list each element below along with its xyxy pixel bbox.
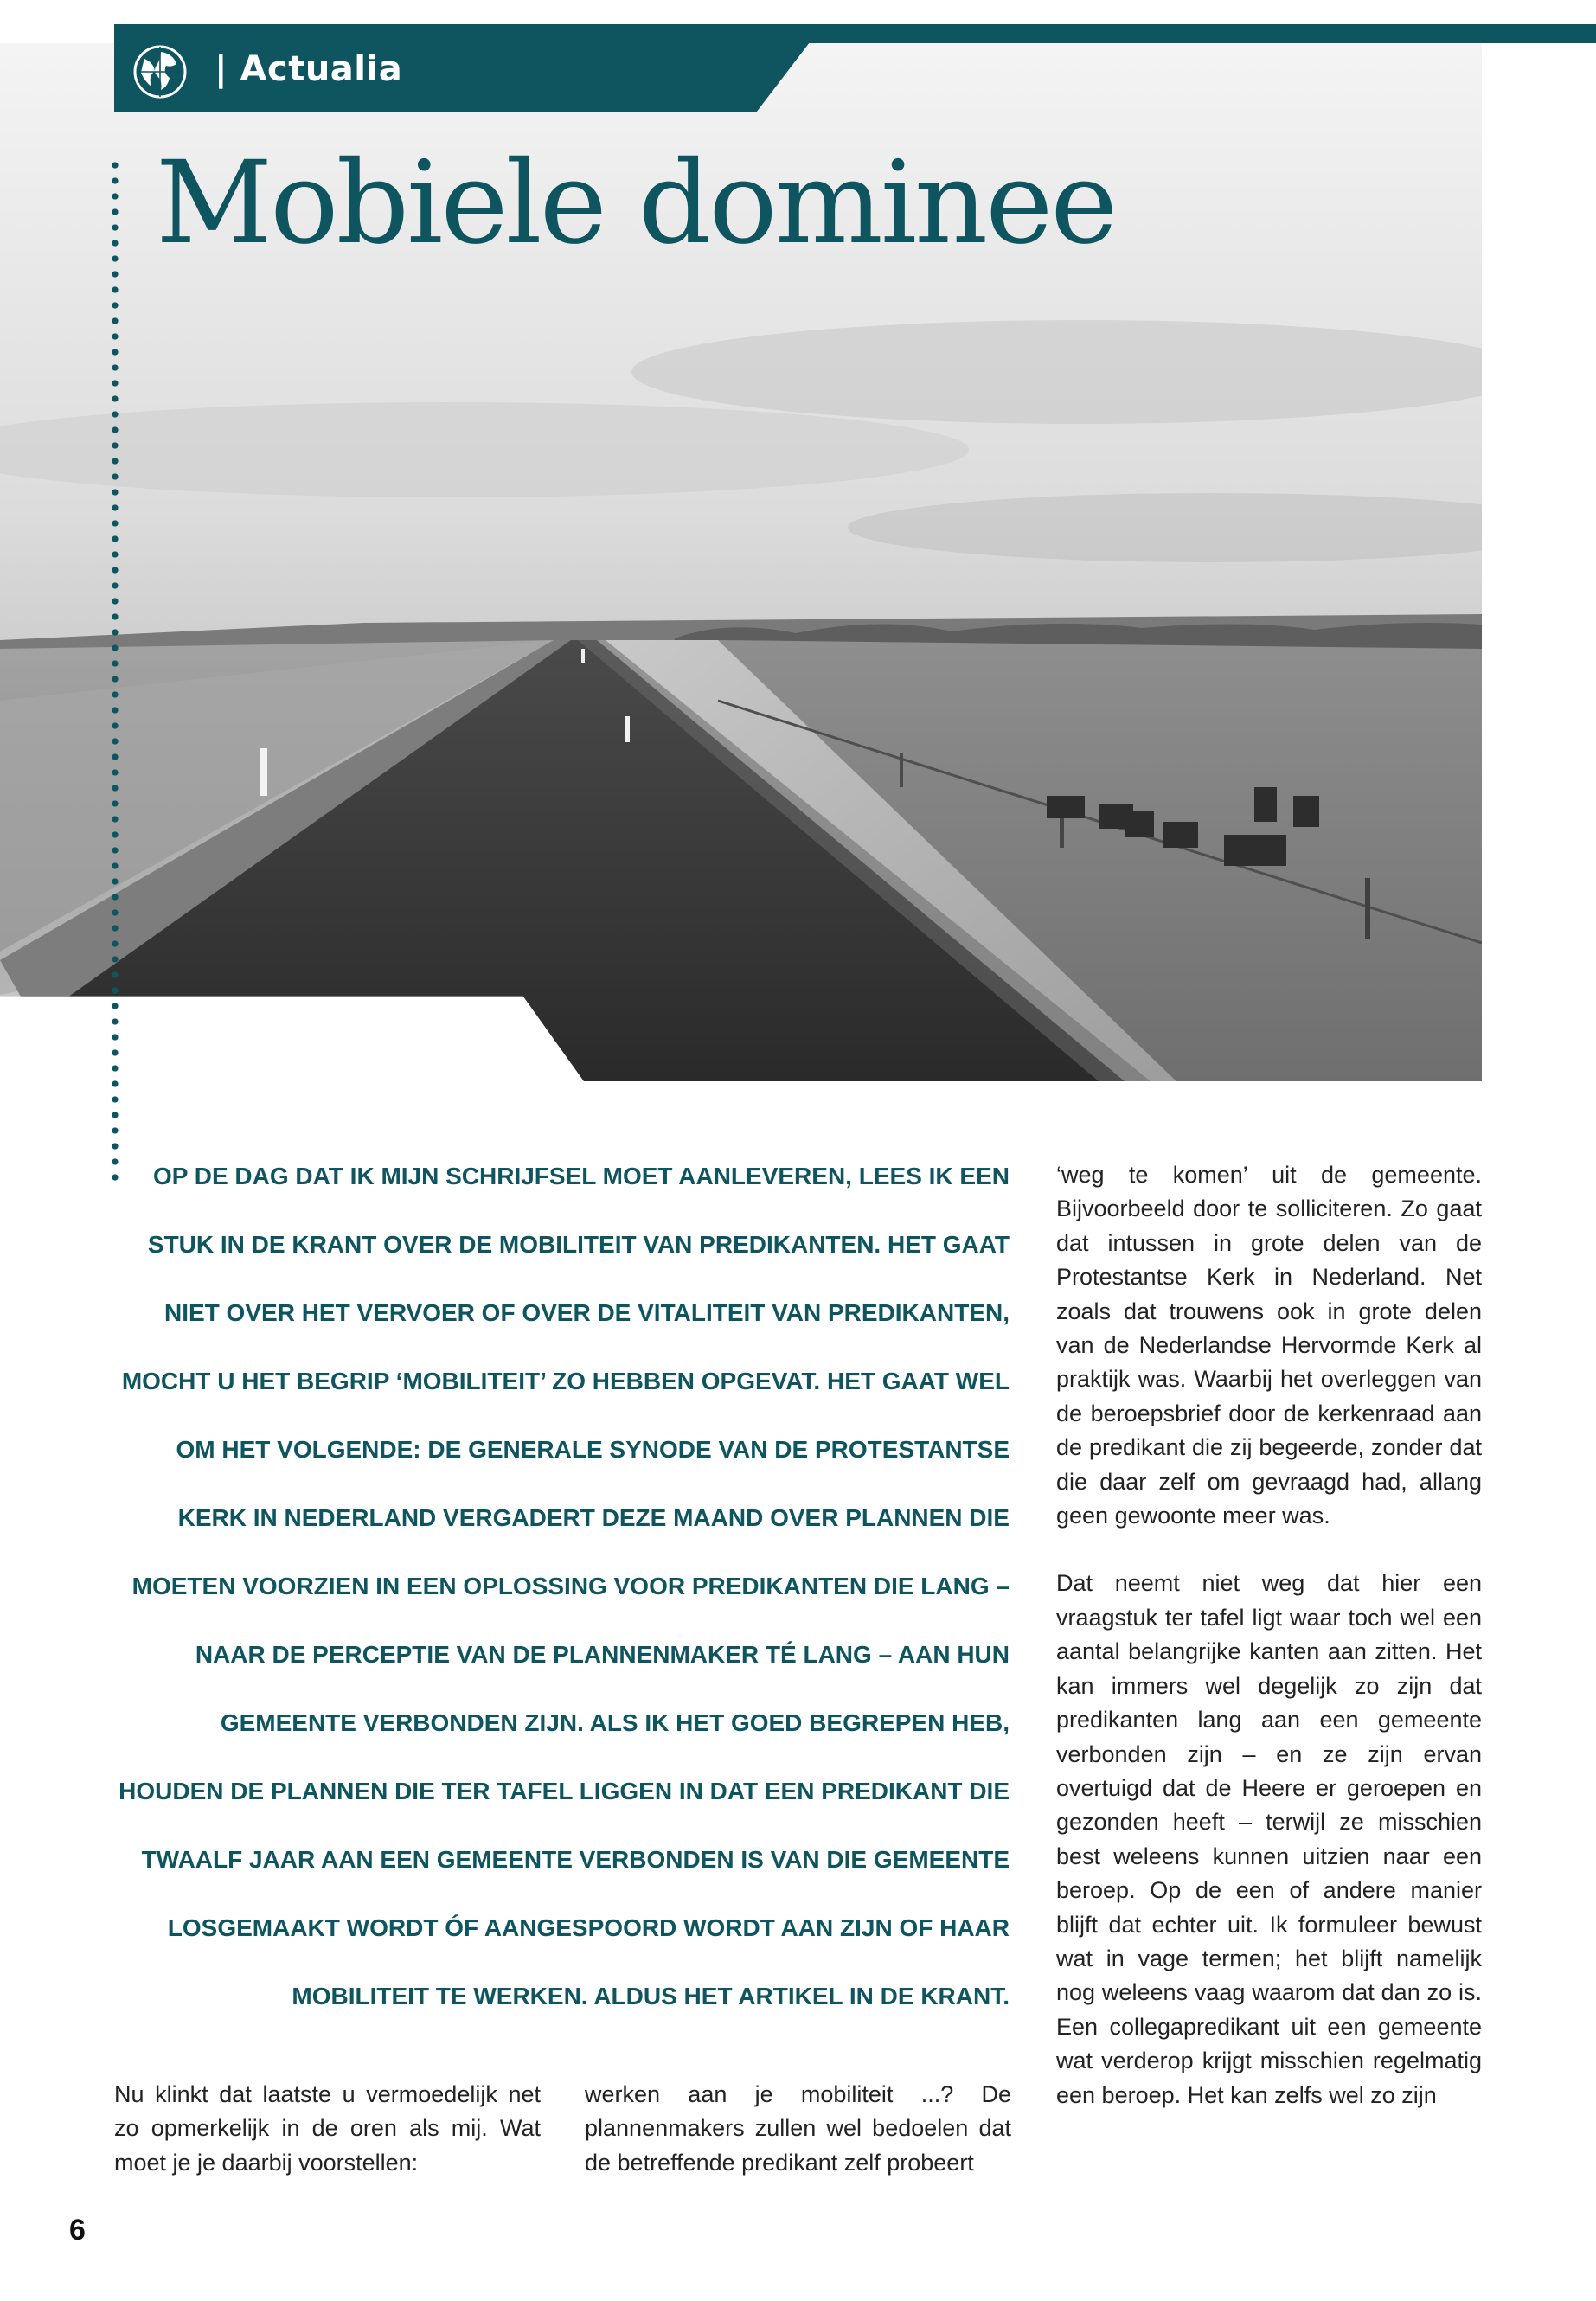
body-column-3 [1056,1158,1482,2112]
paragraph-gap [1056,1533,1482,1567]
article-title: Mobiele dominee [156,137,1116,270]
top-accent-rule [779,24,1596,43]
article-intro: OP DE DAG DAT IK MIJN SCHRIJFSEL MOET AANLEVEREN, LEES IK EEN STUK IN DE KRANT OVER DE MOBILITEIT VAN PREDIKANTEN. HET GAAT NIET OVER HET VERVOER OF OVER DE VITALITEIT VAN PREDIKANTEN, MOCHT U HET BEGRIP ‘MOBILITEIT’ ZO HEBBEN OPGEVAT. HET GAAT WEL OM HET VOLGENDE: DE GENERALE SYNODE VAN DE PROTESTANTSE KERK IN NEDERLAND VERGADERT DEZE MAAND OVER PLANNEN DIE MOETEN VOORZIEN IN EEN OPLOSSING VOOR PREDIKANTEN DIE LANG – NAAR DE PERCEPTIE VAN DE PLANNENMAKER TÉ LANG – AAN HUN GEMEENTE VERBONDEN ZIJN. ALS IK HET GOED BEGREPEN HEB, HOUDEN DE PLANNEN DIE TER TAFEL LIGGEN IN DAT EEN PREDIKANT DIE TWAALF JAAR AAN EEN GEMEENTE VERBONDEN IS VAN DIE GEMEENTE LOSGEMAAKT WORDT ÓF AANGESPOORD WORDT AAN ZIJN OF HAAR MOBILITEIT TE WERKEN. ALDUS HET ARTIKEL IN DE KRANT. [119,1163,1010,2009]
body-column-2 [585,2078,1011,2180]
body-paragraph: Nu klinkt dat laatste u vermoedelijk net zo opmerkelijk in de oren als mij. Wat moet je je daarbij voorstellen: [114,2081,541,2176]
body-column-1 [114,2078,541,2180]
body-paragraph: Dat neemt niet weg dat hier een vraagstuk ter tafel ligt waar toch wel een aantal belangrijke kanten aan zitten. Het kan immers wel degelijk zo zijn dat predikanten lang aan een gemeente verbonden zijn – en ze zijn ervan overtuigd dat de Heere er geroepen en gezonden heeft – terwijl ze misschien best weleens kunnen uitzien naar een beroep. Op de een of andere manier blijft dat echter uit. Ik formuleer bewust wat in vage termen; het blijft namelijk nog weleens vaag waarom dat dan zo is. Een collegapredikant uit een gemeente wat verderop krijgt misschien regelmatig een beroep. Het kan zelfs wel zo zijn [1056,1570,1482,2108]
globe-icon [131,43,189,100]
dotted-rule [111,157,119,1187]
body-paragraph: werken aan je mobiliteit ...? De plannenmakers zullen wel bedoelen dat de betreffende predikant zelf probeert [585,2081,1011,2176]
section-label: | Actualia [215,49,403,89]
page-number: 6 [69,2214,86,2247]
body-paragraph: ‘weg te komen’ uit de gemeente. Bijvoorbeeld door te solliciteren. Zo gaat dat intussen in grote delen van de Protestantse Kerk in Nederland. Net zoals dat trouwens ook in grote delen van de Nederlandse Hervormde Kerk al praktijk was. Waarbij het overleggen van de beroepsbrief door de kerkenraad aan de predikant die zij begeerde, zonder dat die daar zelf om gevraagd had, allang geen gewoonte meer was. [1056,1162,1482,1529]
